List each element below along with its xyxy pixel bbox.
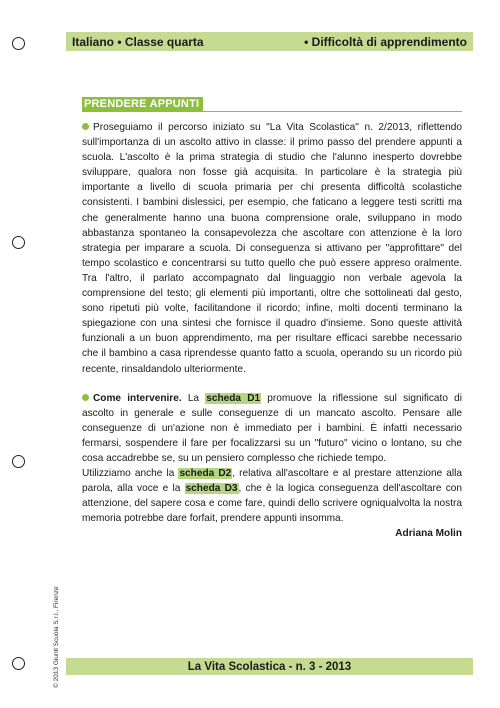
header-topic: • Difficoltà di apprendimento: [304, 34, 467, 49]
section-title-rule: [82, 111, 462, 112]
article-body: [82, 120, 462, 552]
paragraph-intro-text: Proseguiamo il percorso iniziato su "La Vita Scolastica" n. 2/2013, riflettendo sull'importanza di un ascolto attivo in classe: il primo passo del prendere appunti a scuola. L'ascolto è la prima strategia di studio che l'alunno inesperto dovrebbe sviluppare, qualora non fosse già acquisita. In particolare è la strategia più importante a livello di scuola primaria per chi presenta difficoltà scolastiche consistenti. I bambini dislessici, per esempio, che faticano a leggere testi scritti ma che generalmente hanno una buona comprensione orale, sviluppano in modo abbastanza spontaneo la consapevolezza che ascoltare con attenzione è la loro strategia per imparare a scuola. Di conseguenza si attivano per "approfittare" del tempo scolastico e concentrarsi su tutto quello che può essere appreso oralmente. Tra l'altro, il parlato accompagnato dal linguaggio non verbale agevola la comprensione del testo; gli elementi più importanti, oltre che sottolineati dal gesto, sono ripetuti più volte, facilitandone il ricordo; infine, molti docenti terminano la spiegazione con una sintesi che fornisce il quadro d'insieme. Sono queste attività funzionali a un buon apprendimento, ma per risultare efficaci sarebbe necessario che il bambino a casa riprendesse quanto fatto a scuola, operando su un ricordo più recente, rinsaldandolo ulteriormente.: [82, 122, 462, 375]
author-signature: Adriana Molin: [395, 528, 462, 540]
header-bar: [66, 32, 473, 51]
text-run: , che è la logica conseguenza dell'ascoltare con attenzione, del sapere cosa e come fare, quindi dello scrivere ogniqualvolta la nostra memoria potrebbe dare forfait, prendere appunti insomma.: [82, 483, 463, 525]
scheda-d2-highlight: scheda D2: [179, 468, 232, 480]
bullet-icon: [82, 123, 89, 130]
intervention-lead: Come intervenire.: [93, 392, 182, 404]
text-run: , relativa all'ascoltare e al prestare attenzione alla parola, alla voce e la: [82, 468, 462, 495]
binder-hole-1: [12, 37, 25, 50]
binder-hole-3: [12, 455, 25, 468]
bullet-icon: [82, 394, 89, 401]
paragraph-schede: [82, 466, 462, 526]
footer-publication: La Vita Scolastica - n. 3 - 2013: [187, 660, 352, 673]
text-run: Utilizziamo anche la: [82, 468, 179, 480]
footer-bar: [66, 658, 473, 675]
binder-hole-2: [12, 236, 25, 249]
paragraph-intro: [82, 120, 462, 377]
scheda-d1-highlight: scheda D1: [206, 392, 261, 404]
paragraph-intervention: [82, 391, 462, 466]
binder-hole-4: [12, 657, 25, 670]
scheda-d3-highlight: scheda D3: [185, 483, 238, 495]
header-subject: Italiano • Classe quarta: [72, 34, 204, 49]
section-title: PRENDERE APPUNTI: [82, 97, 203, 112]
text-run: La: [181, 392, 206, 404]
copyright-notice: © 2013 Giunti Scuola S.r.l., Firenze: [53, 586, 60, 688]
text-run: promuove la riflessione sul significato di ascolto in generale e sulle conseguenze di un mancato ascolto. Pensare alle conseguenze di un'azione non è immediato per i bambini. È infatti necessario fermarsi, sospendere il fare per focalizzarsi su un "futuro" vicino o lontano, su che cosa accadrebbe se, su un pensiero complesso che richiede tempo.: [82, 392, 463, 464]
